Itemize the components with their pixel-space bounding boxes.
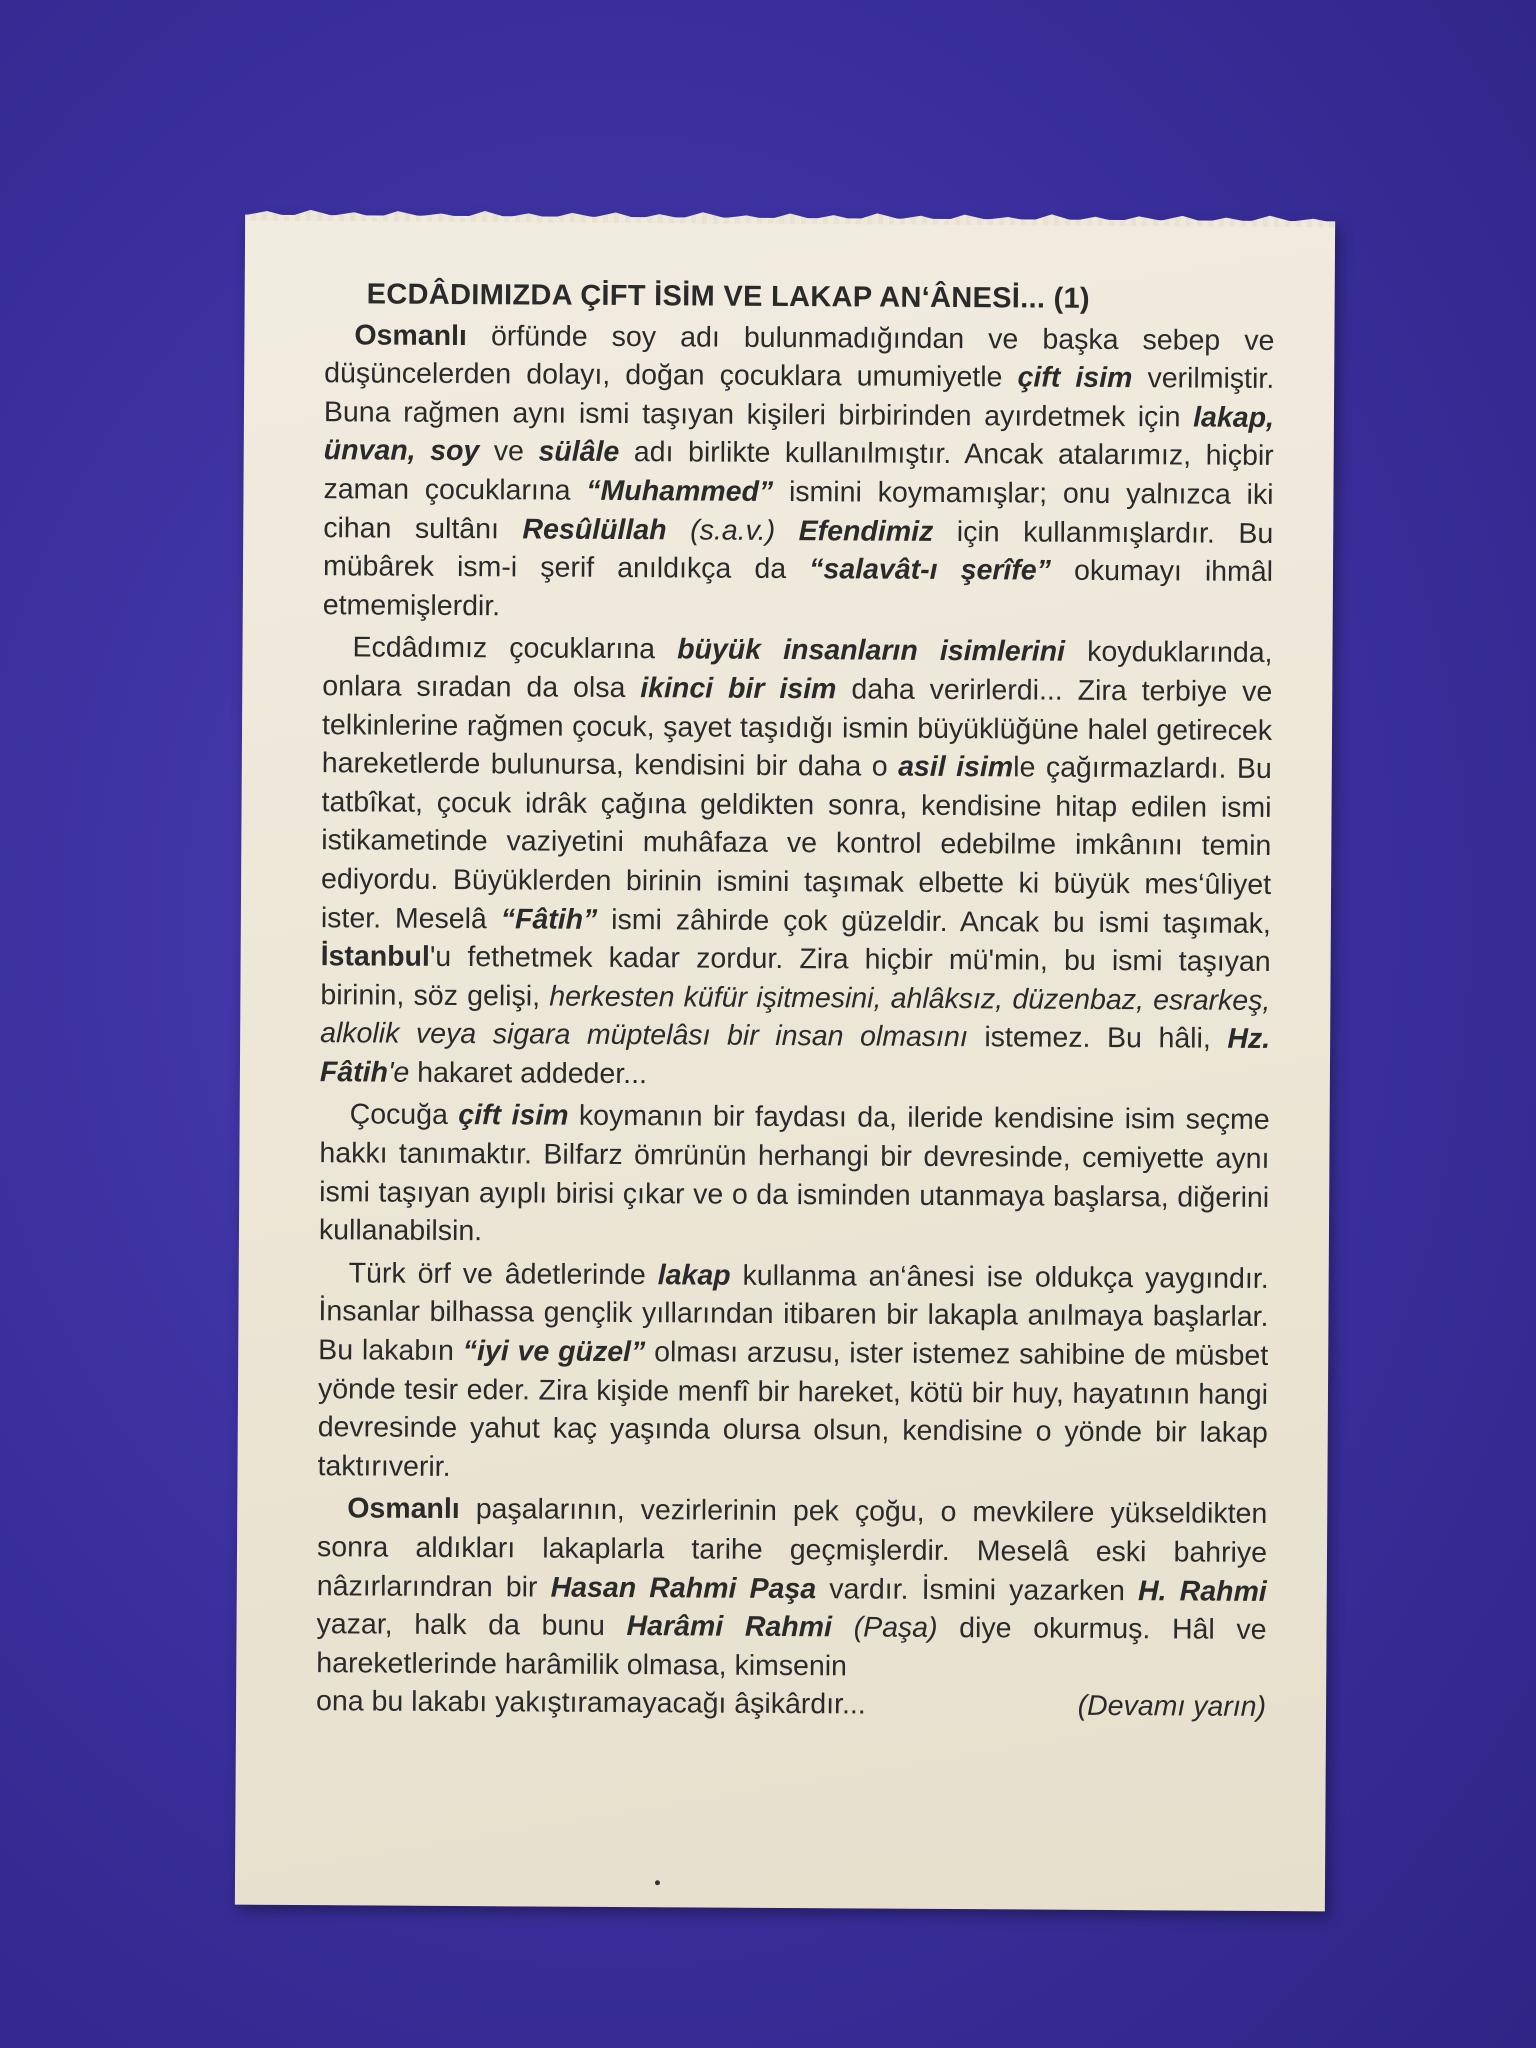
emphasis-run: herkesten küfür işitmesini, ahlâksız, düzenbaz, esrarkeş, alkolik veya sigara müptelâsı bir insan olmasını (320, 980, 1271, 1054)
emphasis-run: “salavât-ı şerîfe” (809, 553, 1052, 587)
emphasis-run: büyük insanların isimlerini (677, 633, 1066, 669)
closing-line: ona bu lakabı yakıştıramayacağı âşikârdır... (315, 1685, 866, 1721)
text-run: örfünde soy adı bulunmadığından ve başka sebep ve düşüncelerden dolayı, doğan çocuklara umumiyetle (324, 319, 1275, 394)
text-run: koymanın bir faydası da, ileride kendisine isim seçme hakkı tanımaktır. Bilfarz ömrünün herhangi bir devresinde, cemiyette aynı ismi taşıyan ayıplı birisi çıkar ve o da isminden utanmaya başlarsa, diğerini kullanabilsin. (318, 1100, 1270, 1248)
emphasis-run: ikinci bir isim (640, 672, 837, 706)
text-run (667, 514, 691, 546)
text-run: verilmiştir. Buna rağmen aynı ismi taşıyan kişileri birbirinden ayırdetmek için (323, 362, 1275, 434)
text-run: Çocuğa (349, 1098, 459, 1132)
emphasis-run: (Paşa) (853, 1611, 938, 1645)
emphasis-run: lakap, ünvan, soy (323, 401, 1275, 468)
text-run: 'u fethetmek kadar zordur. Zira hiçbir mü'min, bu ismi taşıyan birinin, söz gelişi, (320, 940, 1271, 1013)
emphasis-run: lakap (657, 1259, 731, 1292)
article-paragraph (323, 316, 1275, 631)
emphasis-run: sülâle (538, 435, 620, 469)
emphasis-run: Hasan Rahmi Paşa (550, 1571, 817, 1605)
text-run: için kullanmışlardır. Bu mübârek ism-i şerif anıldıkça da (322, 515, 1274, 586)
emphasis-run: Osmanlı (347, 1492, 460, 1526)
emphasis-run: asil isim (898, 750, 1014, 784)
emphasis-run: çift isim (458, 1099, 569, 1133)
emphasis-run: Osmanlı (354, 318, 468, 352)
article-closing-row (316, 1683, 1266, 1727)
emphasis-run: “iyi ve güzel” (462, 1335, 646, 1369)
emphasis-run: Harâmi Rahmi (626, 1610, 833, 1644)
text-run: paşalarının, vezirlerinin pek çoğu, o mevkilere yükseldikten sonra aldıkları lakaplarla tarihe geçmişlerdir. Meselâ eski bahriye nâzırlarındran bir (316, 1493, 1268, 1604)
text-run: ismi zâhirde çok güzeldir. Ancak bu ismi taşımak, (597, 903, 1271, 940)
text-run (775, 514, 799, 546)
text-run: ve (479, 435, 539, 468)
article-paragraph (316, 1490, 1267, 1689)
text-run: Türk örf ve âdetlerinde (348, 1257, 658, 1292)
emphasis-run: “Fâtih” (500, 902, 598, 936)
article-paragraph (317, 1254, 1268, 1491)
text-run: hakaret addeder... (409, 1056, 648, 1091)
text-run: Ecdâdımız çocuklarına (352, 631, 678, 666)
emphasis-run: Resûlüllah (522, 512, 667, 546)
text-run: kullanma an‘ânesi ise oldukça yaygındır. İnsanlar bilhassa gençlik yıllarından itibaren bir lakapla anılmaya başlarlar. Bu lakabın (318, 1259, 1269, 1368)
text-run: koyduklarında, onlara sıradan da olsa (322, 636, 1273, 705)
text-run: olması arzusu, ister istemez sahibine de müsbet yönde tesir eder. Zira kişide menfî bir hareket, kötü bir huy, hayatının hangi devresinde yahut kaç yaşında olursa olsun, kendisine o yönde bir lakap taktırıverir. (317, 1336, 1269, 1483)
article-body (316, 316, 1274, 1689)
article-paragraph (319, 1096, 1270, 1256)
text-run: daha verirlerdi... Zira terbiye ve telkinlerine rağmen çocuk, şayet taşıdığı ismin büyüklüğüne halel getirecek hareketlerde bulunursa, kendisini bir daha o (321, 673, 1273, 783)
emphasis-run: İstanbul (320, 940, 431, 973)
emphasis-run: Hz. Fâtih (319, 1022, 1271, 1089)
ink-speck (655, 1880, 660, 1885)
text-run: vardır. İsmini yazarken (816, 1572, 1139, 1607)
emphasis-run: (s.a.v.) (690, 513, 776, 547)
article (316, 275, 1275, 1727)
text-run (832, 1611, 854, 1643)
newspaper-clipping (235, 215, 1335, 1912)
article-paragraph (320, 629, 1273, 1098)
emphasis-run: Efendimiz (798, 514, 934, 548)
emphasis-run: çift isim (1017, 361, 1133, 395)
text-run: istemez. Bu hâli, (967, 1021, 1228, 1055)
emphasis-run: “Muhammed” (586, 474, 774, 508)
text-run: diye okurmuş. Hâl ve hareketlerinde harâmilik olmasa, kimsenin (316, 1612, 1267, 1683)
continued-label: (Devamı yarın) (1077, 1690, 1267, 1724)
emphasis-run: 'e (387, 1056, 410, 1089)
text-run: okumayı ihmâl etmemişlerdir. (322, 554, 1274, 623)
article-headline: ECDÂDIMIZDA ÇİFT İSİM VE LAKAP AN‘ÂNESİ... (1) (366, 278, 1091, 315)
text-run: adı birlikte kullanılmıştır. Ancak atalarımız, hiçbir zaman çocuklarına (323, 436, 1274, 507)
text-run: le çağırmazlardı. Bu tatbîkat, çocuk idrâk çağına geldikten sonra, kendisine hitap edilen ismi istikametinde vaziyetini muhâfaza ve kontrol edebilme imkânını temin ediyordu. Büyüklerden birinin ismini taşımak elbette ki büyük mes‘ûliyet ister. Meselâ (320, 751, 1272, 935)
emphasis-run: H. Rahmi (1137, 1574, 1267, 1608)
text-run: ismini koymamışlar; onu yalnızca iki cihan sultânı (323, 475, 1274, 545)
text-run: yazar, halk da bunu (316, 1608, 627, 1643)
torn-top-edge (245, 207, 1335, 228)
